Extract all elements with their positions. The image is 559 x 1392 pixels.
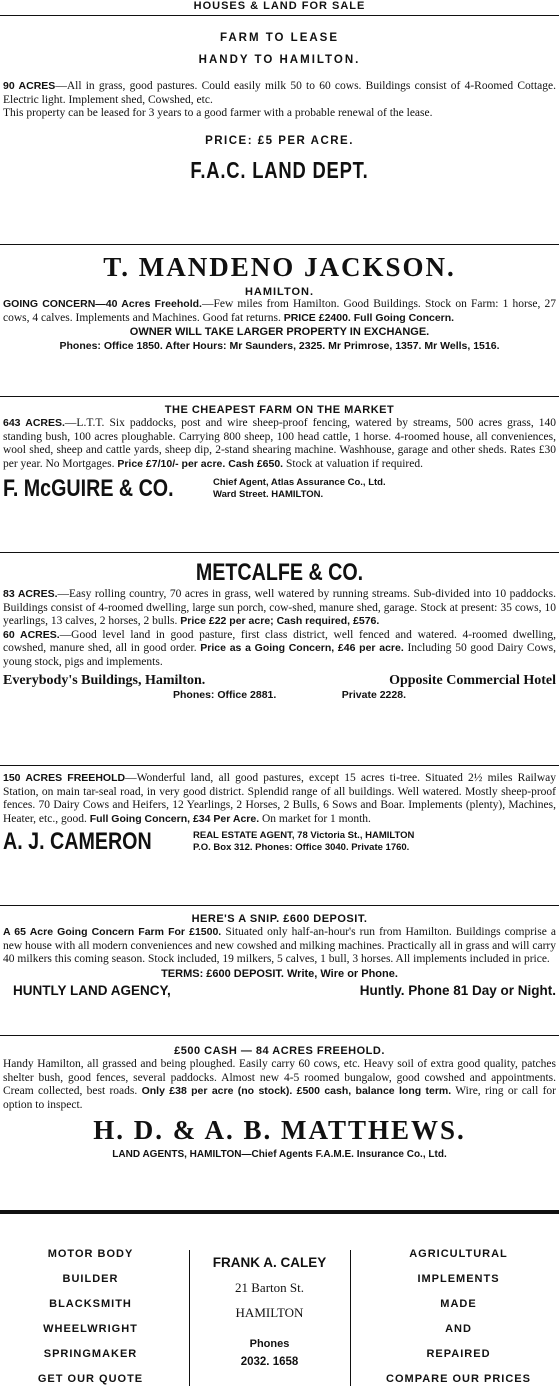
caley-left-column	[3, 1242, 178, 1392]
service-item: IMPLEMENTS	[417, 1273, 500, 1285]
divider	[0, 396, 559, 397]
phone-row	[3, 689, 556, 701]
service-item: BUILDER	[62, 1273, 119, 1285]
ad-lead: 83 ACRES.	[3, 588, 58, 600]
ad-price: Only £38 per acre (no stock). £500 cash, balance long term.	[141, 1085, 452, 1097]
ad-tail: On market for 1 month.	[262, 812, 371, 825]
agent-town: HAMILTON.	[244, 286, 315, 298]
ad-body-1	[3, 588, 556, 629]
ad-tail: Wire, ring or call for option to inspect.	[3, 1085, 557, 1111]
agent-address: Everybody's Buildings, Hamilton.	[3, 673, 206, 688]
ad-frank-caley	[3, 1242, 556, 1392]
section-header: HOUSES & LAND FOR SALE	[193, 0, 366, 12]
ad-price: PRICE £2400. Full Going Concern.	[283, 311, 455, 324]
agent-row	[3, 828, 556, 856]
agent-address: P.O. Box 312. Phones: Office 3040. Private 1760.	[193, 842, 410, 853]
agent-row	[3, 983, 556, 998]
divider	[0, 552, 559, 553]
ad-farm-to-lease	[3, 30, 556, 184]
ad-text: —Wonderful land, all good pastures, except 15 acres ti-tree. Situated 2½ miles Railway Station, on main tar-seal road, in very good district. Splendid range of all buildings. Well watered. Mostly sheep-proof fences. 70 Dairy Cows and Heifers, 12 Yearlings, 2 Horses, 2 Bulls, 6 Sows and Boar. Implements (plenty), Machines, Heater, etc., good.	[3, 772, 556, 825]
ad-text: —Few miles from Hamilton. Good Buildings. Stock on Farm: 1 horse, 27 cows, 4 calves. Implements and Machines. Good fat returns.	[3, 298, 556, 324]
agent-name: H. D. & A. B. MATTHEWS.	[93, 1115, 466, 1145]
service-item: GET OUR QUOTE	[37, 1373, 144, 1385]
divider	[0, 1035, 559, 1036]
divider	[0, 905, 559, 906]
service-item: COMPARE OUR PRICES	[386, 1373, 531, 1385]
divider	[0, 765, 559, 766]
ad-lead: 60 ACRES.	[3, 628, 60, 641]
service-item: SPRINGMAKER	[43, 1348, 138, 1360]
service-item: AGRICULTURAL	[409, 1248, 508, 1260]
agent-address-alt: Opposite Commercial Hotel	[389, 673, 556, 688]
ad-headline: FARM TO LEASE	[219, 32, 340, 44]
ad-subheadline: HANDY TO HAMILTON.	[198, 54, 361, 66]
ad-lead: A 65 Acre Going Concern Farm For £1500.	[3, 926, 222, 938]
ad-text: —All in grass, good pastures. Could easily milk 50 to 60 cows. Buildings consist of 4-Roomed Cottage. Electric light. Implement shed, Cowshed, etc.	[3, 80, 556, 106]
agent-notes	[193, 830, 556, 854]
ad-body	[3, 926, 556, 967]
phone-numbers: 2032. 1658	[240, 1356, 299, 1368]
ad-metcalfe	[3, 560, 556, 701]
agent-note: LAND AGENTS, HAMILTON—Chief Agents F.A.M.E. Insurance Co., Ltd.	[112, 1149, 447, 1160]
ad-headline: THE CHEAPEST FARM ON THE MARKET	[164, 404, 395, 416]
ad-headline: HERE'S A SNIP. £600 DEPOSIT.	[191, 913, 368, 925]
ad-text: Handy Hamilton, all grassed and being ploughed. Easily carry 60 cows, etc. Heavy soil of extra good quality, patches shelter bush, good fences, several paddocks. Almost new 4-5 roomed bungalow, good cowshed and appointments. Cream collected, best roads.	[3, 1058, 556, 1097]
service-item: MOTOR BODY	[47, 1248, 134, 1260]
divider	[0, 15, 559, 16]
ad-headline: £500 CASH — 84 ACRES FREEHOLD.	[174, 1045, 385, 1057]
agent-note: REAL ESTATE AGENT, 78 Victoria St., HAMILTON	[193, 830, 415, 841]
business-street: 21 Barton St.	[235, 1280, 304, 1295]
agent-name: HUNTLY LAND AGENCY,	[13, 982, 171, 998]
business-name: FRANK A. CALEY	[212, 1255, 327, 1270]
ad-lead: 643 ACRES.	[3, 417, 65, 429]
ad-body	[3, 1058, 556, 1112]
ad-body	[3, 772, 556, 826]
ad-cameron	[3, 772, 556, 856]
ad-text: —Good level land in good pasture, first class district, well fenced and watered. 4-roomed dwelling, cowshed, manure shed, all in good order.	[3, 628, 556, 654]
business-town: HAMILTON	[235, 1305, 304, 1320]
ad-text: Situated only half-an-hour's run from Hamilton. Buildings comprise a new house with all modern conveniences and new cowshed and milking machines. Practically all in grass and will carry 40 milkers this coming season. Stock included, 19 milkers, 5 calves, 1 bull, 3 horses. All implements included in price.	[3, 926, 557, 965]
ad-text-2: This property can be leased for 3 years to a good farmer with a probable renewal of the lease.	[3, 107, 433, 119]
ad-body	[3, 298, 556, 325]
ad-phones: Phones: Office 1850. After Hours: Mr Saunders, 2325. Mr Primrose, 1357. Mr Wells, 1516.	[59, 340, 500, 352]
ad-price: Price £7/10/- per acre. Cash £650.	[117, 457, 284, 470]
ad-price: Price £22 per acre; Cash required, £576.	[180, 615, 380, 627]
divider	[0, 244, 559, 245]
ad-exchange-line: OWNER WILL TAKE LARGER PROPERTY IN EXCHANGE.	[129, 326, 430, 338]
ad-mandeno-jackson	[3, 252, 556, 353]
ad-price: Price as a Going Concern, £46 per acre.	[200, 642, 404, 654]
ad-lead: GOING CONCERN—40 Acres Freehold.	[3, 298, 202, 310]
agent-address: Ward Street. HAMILTON.	[213, 489, 324, 500]
caley-center-box	[189, 1250, 351, 1386]
ad-body	[3, 80, 556, 107]
agent-row	[3, 475, 556, 503]
ad-text: —L.T.T. Six paddocks, post and wire sheep-proof fencing, watered by streams, 500 acres grass, 140 standing bush, 100 acres ploughable. Carrying 800 sheep, 100 head cattle, 1 horse. 4-roomed house, all conveniences, wool shed, sheep and cattle yards, sheep dip, 2-stand shearing machine. Washhouse, garage and other sheds. Rates £30 per year. No Mortgages.	[3, 417, 557, 470]
agent-note: Chief Agent, Atlas Assurance Co., Ltd.	[213, 477, 386, 488]
agent-phones: Phones: Office 2881.	[173, 689, 277, 701]
agent-phones-private: Private 2228.	[341, 689, 406, 701]
address-row	[3, 673, 556, 689]
ad-terms: TERMS: £600 DEPOSIT. Write, Wire or Phone.	[161, 967, 398, 980]
agent-notes	[213, 477, 556, 501]
service-item: AND	[445, 1323, 472, 1335]
ad-lead: 90 ACRES	[3, 80, 56, 92]
ad-tail: Stock at valuation if required.	[285, 457, 423, 470]
agent-name: METCALFE & CO.	[195, 559, 364, 586]
agent-name: F. McGUIRE & CO.	[3, 475, 174, 502]
ad-text: Including 50 good Dairy Cows, young stock, pigs and implements.	[3, 642, 557, 668]
service-item: BLACKSMITH	[49, 1298, 132, 1310]
ad-body-2	[3, 629, 556, 670]
caley-columns	[3, 1242, 556, 1392]
ad-lead: 150 ACRES FREEHOLD	[3, 772, 126, 784]
agent-phone: Huntly. Phone 81 Day or Night.	[359, 982, 556, 998]
ad-matthews	[3, 1044, 556, 1162]
agent-name: A. J. CAMERON	[3, 828, 152, 855]
ad-huntly	[3, 912, 556, 998]
divider-thick	[0, 1210, 559, 1214]
ad-price: PRICE: £5 PER ACRE.	[205, 134, 354, 147]
caley-right-column	[361, 1242, 556, 1392]
service-item: REPAIRED	[426, 1348, 491, 1360]
service-item: MADE	[440, 1298, 477, 1310]
ad-price: Full Going Concern, £34 Per Acre.	[89, 812, 260, 825]
ad-text: —Easy rolling country, 70 acres in grass, well watered by running streams. Sub-divided into 10 paddocks. Buildings consist of 4-roomed dwelling, large sun porch, cow-shed, manure shed, garage. Stock at present: 35 cows, 10 yearlings, 13 calves, 2 horses, 2 bulls.	[3, 588, 556, 627]
phones-label: Phones	[249, 1338, 290, 1350]
service-item: WHEELWRIGHT	[43, 1323, 138, 1335]
ad-cheapest-farm	[3, 403, 556, 503]
ad-body	[3, 417, 556, 471]
ad-signature: F.A.C. LAND DEPT.	[190, 156, 369, 183]
agent-name: T. MANDENO JACKSON.	[103, 252, 456, 282]
